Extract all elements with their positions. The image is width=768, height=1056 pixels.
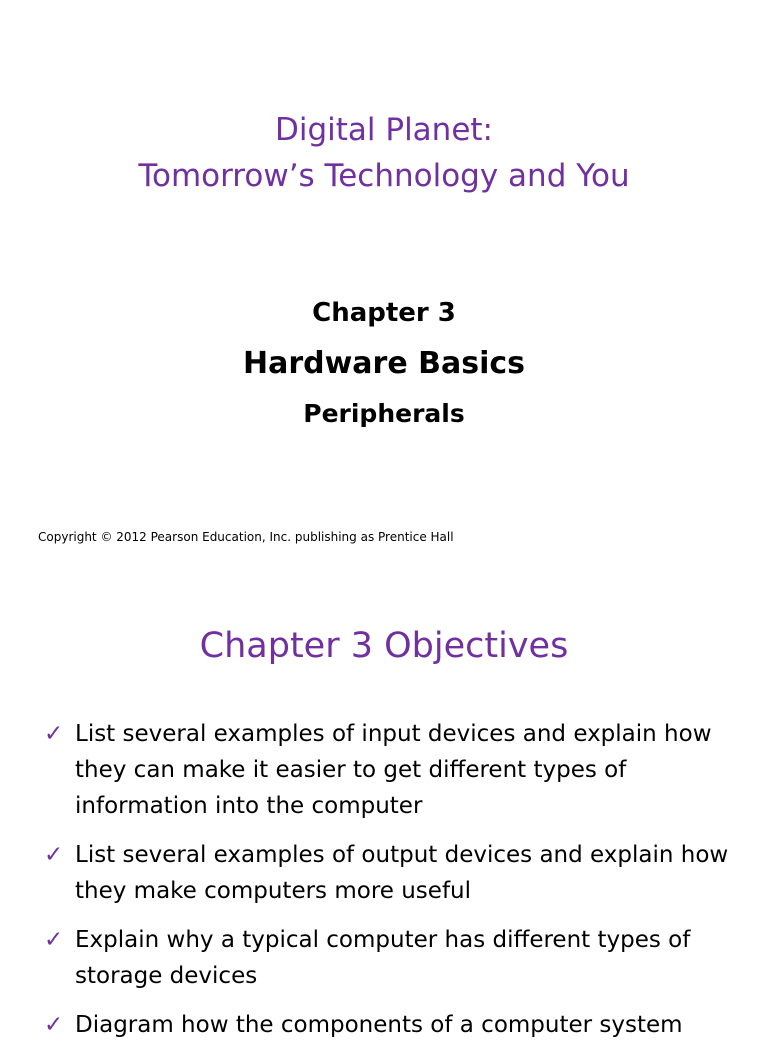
- copyright-notice: Copyright © 2012 Pearson Education, Inc. publishing as Prentice Hall: [38, 530, 454, 544]
- objective-text: List several examples of input devices and explain how they can make it easier to get different types of information into the computer: [75, 721, 712, 819]
- chapter-title: Hardware Basics: [242, 346, 526, 381]
- check-icon: ✓: [44, 721, 64, 747]
- objectives-list: [44, 716, 744, 1056]
- objective-item: [44, 716, 744, 824]
- objectives-slide: [0, 576, 768, 1038]
- slide-title-line-2: Tomorrow’s Technology and You: [138, 158, 630, 194]
- chapter-subtitle: Peripherals: [303, 399, 465, 428]
- chapter-label: Chapter 3: [312, 298, 456, 328]
- check-icon: ✓: [44, 842, 64, 868]
- objective-item: [44, 837, 744, 909]
- check-icon: ✓: [44, 927, 64, 953]
- objective-text: Diagram how the components of a computer system: [75, 1012, 683, 1038]
- slide-title-line-1: Digital Planet:: [274, 112, 493, 148]
- objectives-heading: Chapter 3 Objectives: [199, 626, 569, 666]
- objective-text: Explain why a typical computer has different types of storage devices: [75, 927, 691, 989]
- objective-text: List several examples of output devices and explain how they make computers more useful: [75, 842, 729, 904]
- check-icon: ✓: [44, 1012, 64, 1038]
- objective-item: [44, 922, 744, 994]
- objective-item: [44, 1007, 744, 1043]
